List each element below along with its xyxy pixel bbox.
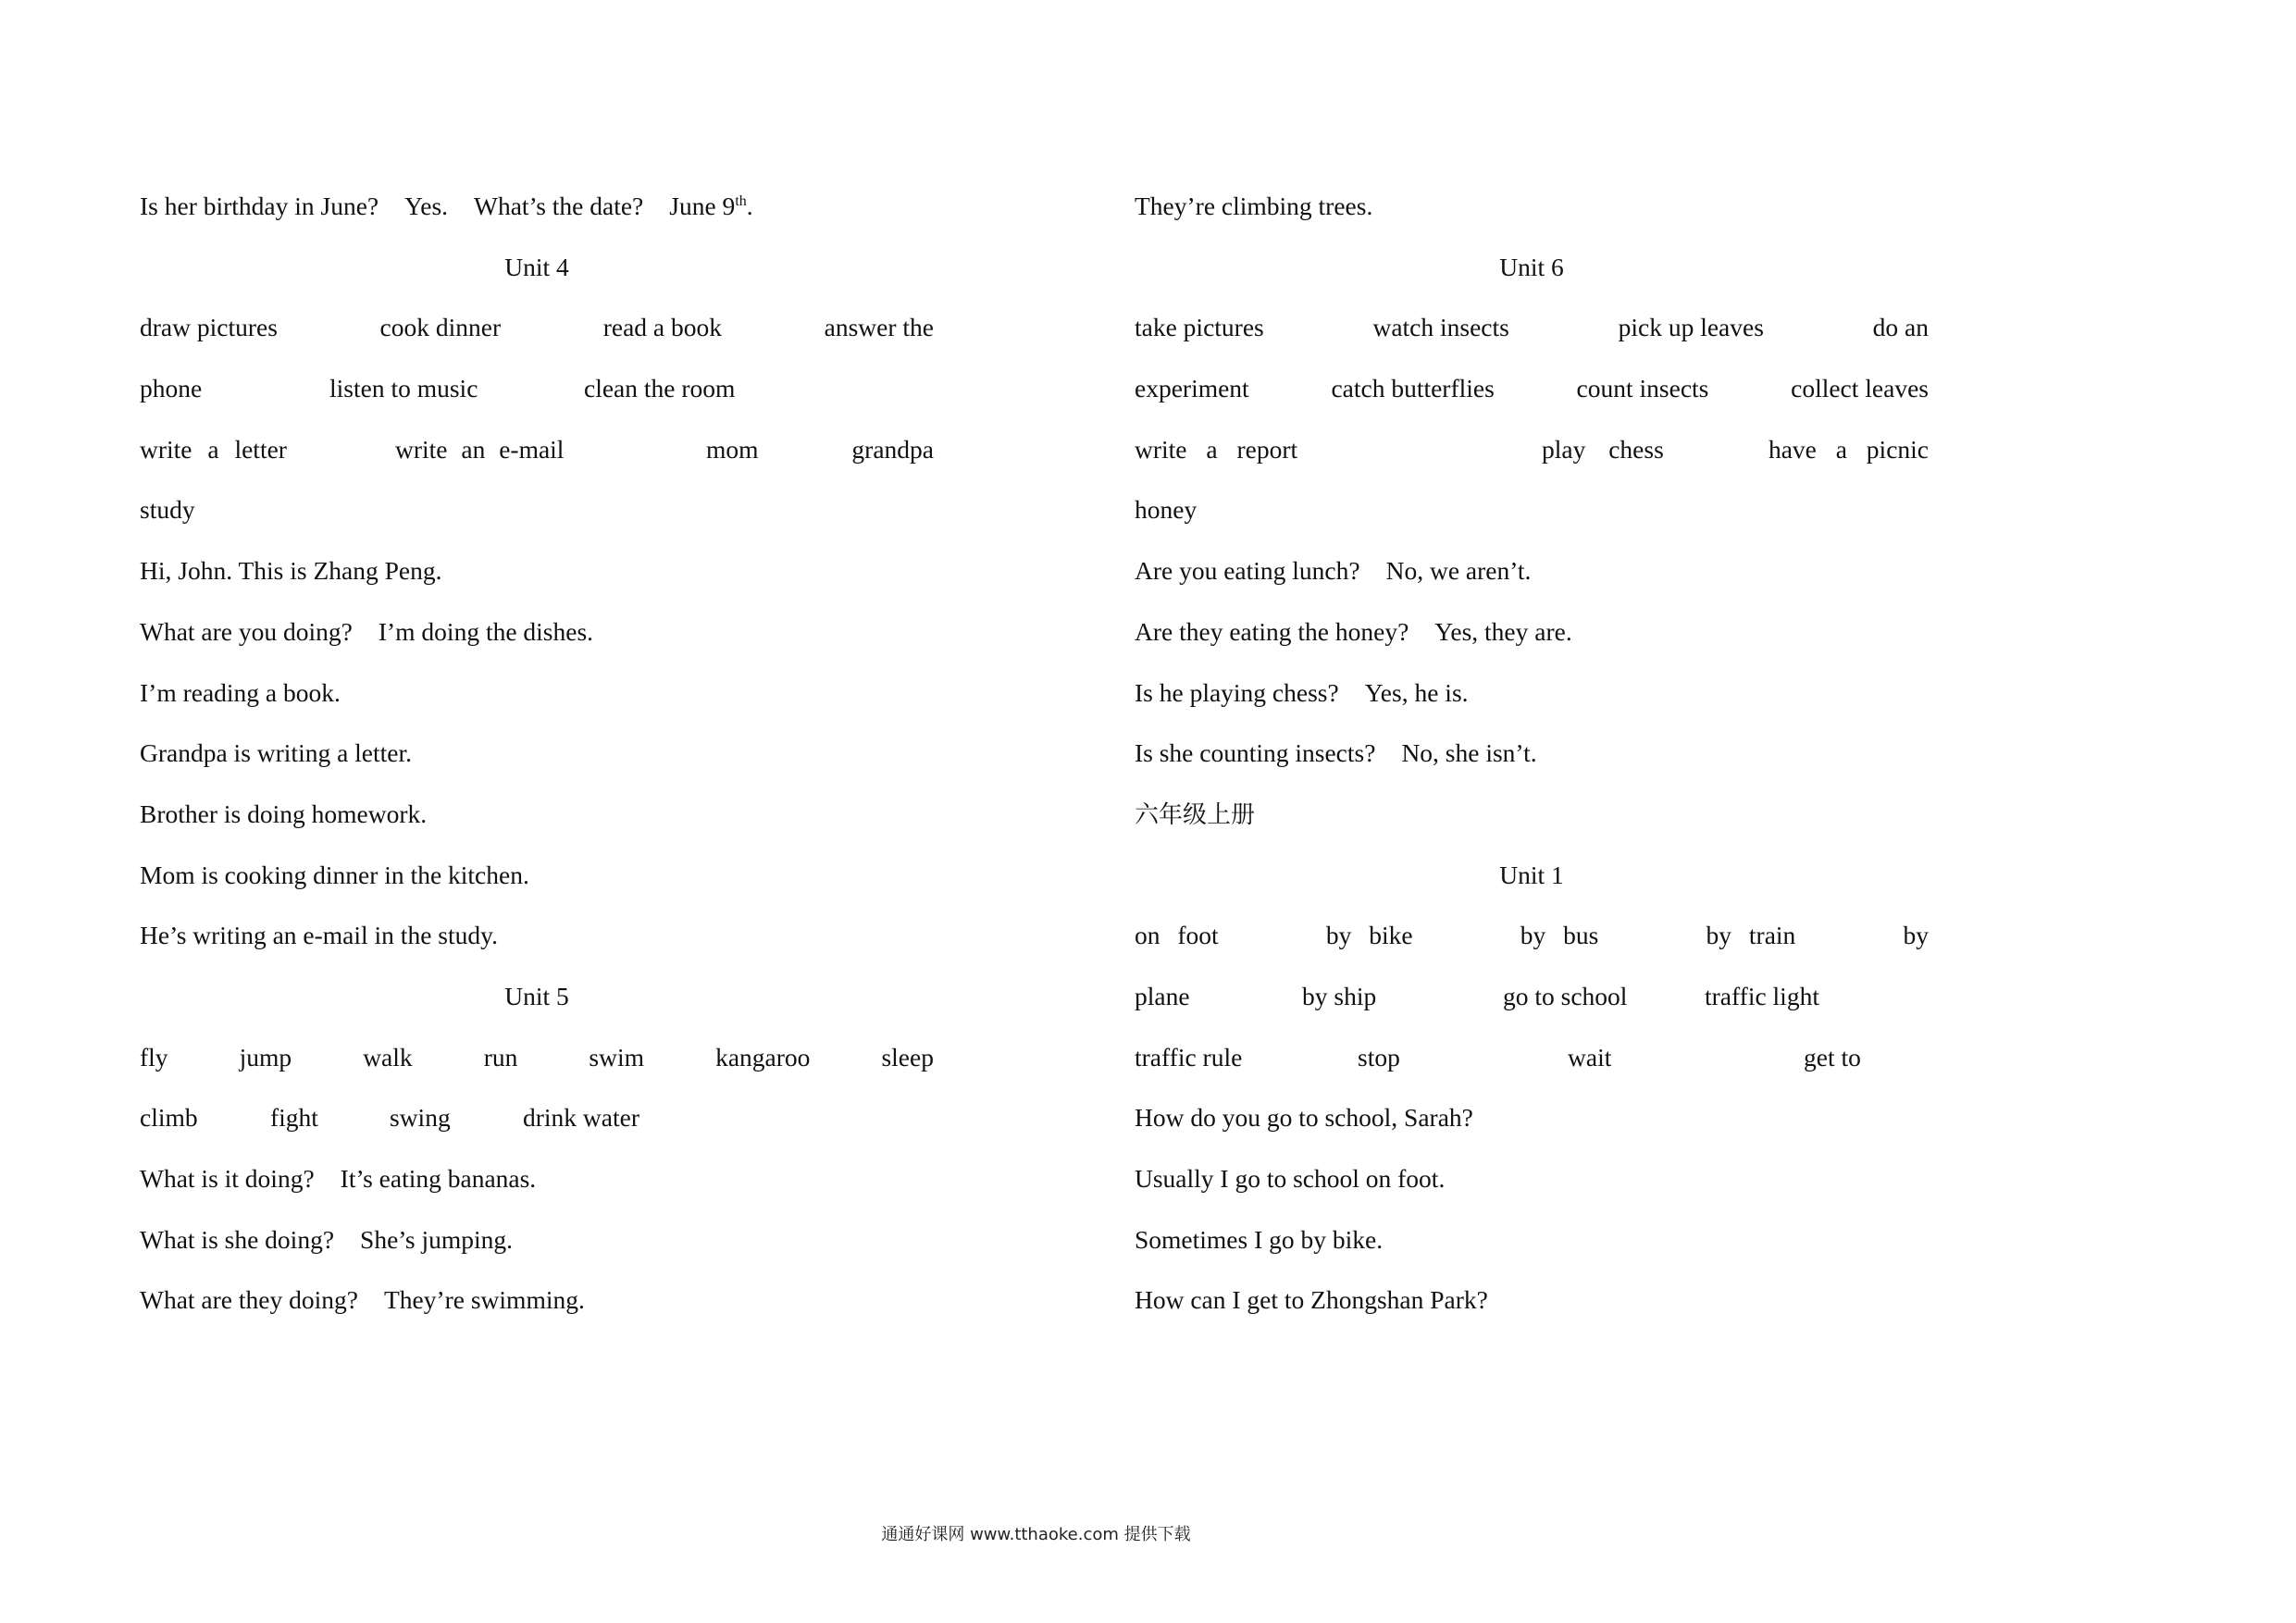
sentence xyxy=(1135,548,1929,609)
sentence xyxy=(1135,730,1929,791)
vocab-word: count insects xyxy=(1576,374,1709,403)
vocab-word: by ship xyxy=(1302,981,1377,1010)
vocab-word: get to xyxy=(1804,1042,1861,1072)
unit-heading: Unit 4 xyxy=(504,252,569,281)
question: Is he playing chess? xyxy=(1135,677,1339,707)
vocab-word: wait xyxy=(1568,1042,1612,1072)
unit-heading: Unit 6 xyxy=(1499,252,1564,281)
vocab-word: phone xyxy=(140,374,203,403)
sentence: Brother is doing homework. xyxy=(140,799,428,828)
question: Is she counting insects? xyxy=(1135,738,1376,768)
answer: No, we aren’t. xyxy=(1385,556,1532,586)
question: What are you doing? xyxy=(140,616,353,646)
vocab-row xyxy=(1135,427,1929,488)
sentence xyxy=(1135,609,1929,670)
vocab-word: clean the room xyxy=(584,374,736,403)
vocab-word: have a picnic xyxy=(1768,434,1929,464)
sentence xyxy=(1135,670,1929,731)
vocab-row xyxy=(1135,912,1929,973)
vocab-word: traffic rule xyxy=(1135,1042,1243,1072)
answer: Yes. xyxy=(404,192,449,220)
vocab-word: experiment xyxy=(1135,374,1249,403)
vocab-word: grandpa xyxy=(851,434,934,464)
vocab-word: take pictures xyxy=(1135,313,1264,342)
sentence: They’re climbing trees. xyxy=(1135,192,1373,220)
vocab-word: sleep xyxy=(881,1042,934,1072)
vocab-word: swing xyxy=(390,1103,451,1133)
vocab-row xyxy=(1135,304,1929,365)
question: What is it doing? xyxy=(140,1164,315,1193)
answer: No, she isn’t. xyxy=(1401,738,1537,768)
vocab-word: write a report xyxy=(1135,434,1298,464)
vocab-word: mom xyxy=(706,434,759,464)
vocab-row xyxy=(140,304,934,365)
period: . xyxy=(746,192,753,220)
answer: Yes, they are. xyxy=(1434,616,1572,646)
vocab-word: by xyxy=(1903,921,1929,950)
vocab-word: on foot xyxy=(1135,921,1219,950)
vocab-row xyxy=(140,365,934,427)
sentence xyxy=(140,1277,934,1338)
vocab-word: cook dinner xyxy=(379,313,502,342)
vocab-word: watch insects xyxy=(1372,313,1509,342)
sentence: He’s writing an e-mail in the study. xyxy=(140,921,498,950)
vocab-word: draw pictures xyxy=(140,313,278,342)
right-column xyxy=(1135,183,1929,1338)
vocab-word: pick up leaves xyxy=(1618,313,1764,342)
vocab-word: traffic light xyxy=(1705,981,1819,1010)
vocab-word: by train xyxy=(1706,921,1796,950)
sentence: I’m reading a book. xyxy=(140,677,341,707)
vocab-row xyxy=(1135,365,1929,427)
vocab-word: drink water xyxy=(523,1103,639,1133)
page-footer: 通通好课网 www.tthaoke.com 提供下载 xyxy=(881,1525,1191,1544)
left-column xyxy=(140,183,934,1338)
sentence xyxy=(140,1217,934,1278)
vocab-word: do an xyxy=(1872,313,1929,342)
sentence xyxy=(140,1156,934,1217)
sentence xyxy=(140,609,934,670)
sentence: Hi, John. This is Zhang Peng. xyxy=(140,556,442,586)
vocab-row xyxy=(1135,1035,1929,1096)
unit-heading: Unit 1 xyxy=(1499,860,1564,889)
answer: They’re swimming. xyxy=(383,1285,585,1315)
vocab-word: stop xyxy=(1358,1042,1400,1072)
vocab-row xyxy=(1135,973,1929,1035)
sentence: Mom is cooking dinner in the kitchen. xyxy=(140,860,529,889)
answer: It’s eating bananas. xyxy=(340,1164,537,1193)
vocab-word: jump xyxy=(239,1042,292,1072)
vocab-word: walk xyxy=(363,1042,413,1072)
vocab-word: kangaroo xyxy=(715,1042,811,1072)
question: Are they eating the honey? xyxy=(1135,616,1409,646)
answer: Yes, he is. xyxy=(1364,677,1469,707)
question: What is she doing? xyxy=(140,1224,335,1254)
sentence: How do you go to school, Sarah? xyxy=(1135,1103,1473,1133)
vocab-word: collect leaves xyxy=(1791,374,1929,403)
grade-heading: 六年级上册 xyxy=(1135,800,1256,829)
vocab-word: swim xyxy=(589,1042,645,1072)
answer: She’s jumping. xyxy=(360,1224,514,1254)
text-line xyxy=(140,183,934,244)
vocab-word: go to school xyxy=(1503,981,1628,1010)
vocab-word: run xyxy=(483,1042,518,1072)
vocab-row xyxy=(1135,487,1929,548)
unit-heading: Unit 5 xyxy=(504,981,569,1010)
vocab-row xyxy=(140,487,934,548)
vocab-word: write a letter xyxy=(140,434,287,464)
ordinal-suffix: th xyxy=(735,193,747,209)
vocab-word: catch butterflies xyxy=(1331,374,1495,403)
sentence: How can I get to Zhongshan Park? xyxy=(1135,1285,1488,1315)
vocab-word: study xyxy=(140,495,195,525)
vocab-word: listen to music xyxy=(329,374,478,403)
vocab-word: write an e-mail xyxy=(395,434,565,464)
vocab-word: play chess xyxy=(1542,434,1664,464)
vocab-row xyxy=(140,427,934,488)
question: What are they doing? xyxy=(140,1285,358,1315)
question: Is her birthday in June? xyxy=(140,192,379,220)
vocab-word: fly xyxy=(140,1042,168,1072)
vocab-word: answer the xyxy=(824,313,934,342)
vocab-word: climb xyxy=(140,1103,198,1133)
vocab-row xyxy=(140,1035,934,1096)
question: Are you eating lunch? xyxy=(1135,556,1360,586)
sentence: Sometimes I go by bike. xyxy=(1135,1224,1384,1254)
answer: I’m doing the dishes. xyxy=(378,616,594,646)
sentence: Usually I go to school on foot. xyxy=(1135,1164,1446,1193)
answer: June 9 xyxy=(669,192,736,220)
vocab-word: honey xyxy=(1135,495,1198,525)
vocab-row xyxy=(140,1095,934,1156)
question: What’s the date? xyxy=(474,192,644,220)
vocab-word: by bus xyxy=(1520,921,1599,950)
vocab-word: read a book xyxy=(602,313,722,342)
vocab-word: by bike xyxy=(1325,921,1413,950)
vocab-word: fight xyxy=(270,1103,318,1133)
sentence: Grandpa is writing a letter. xyxy=(140,738,413,768)
vocab-word: plane xyxy=(1135,981,1190,1010)
